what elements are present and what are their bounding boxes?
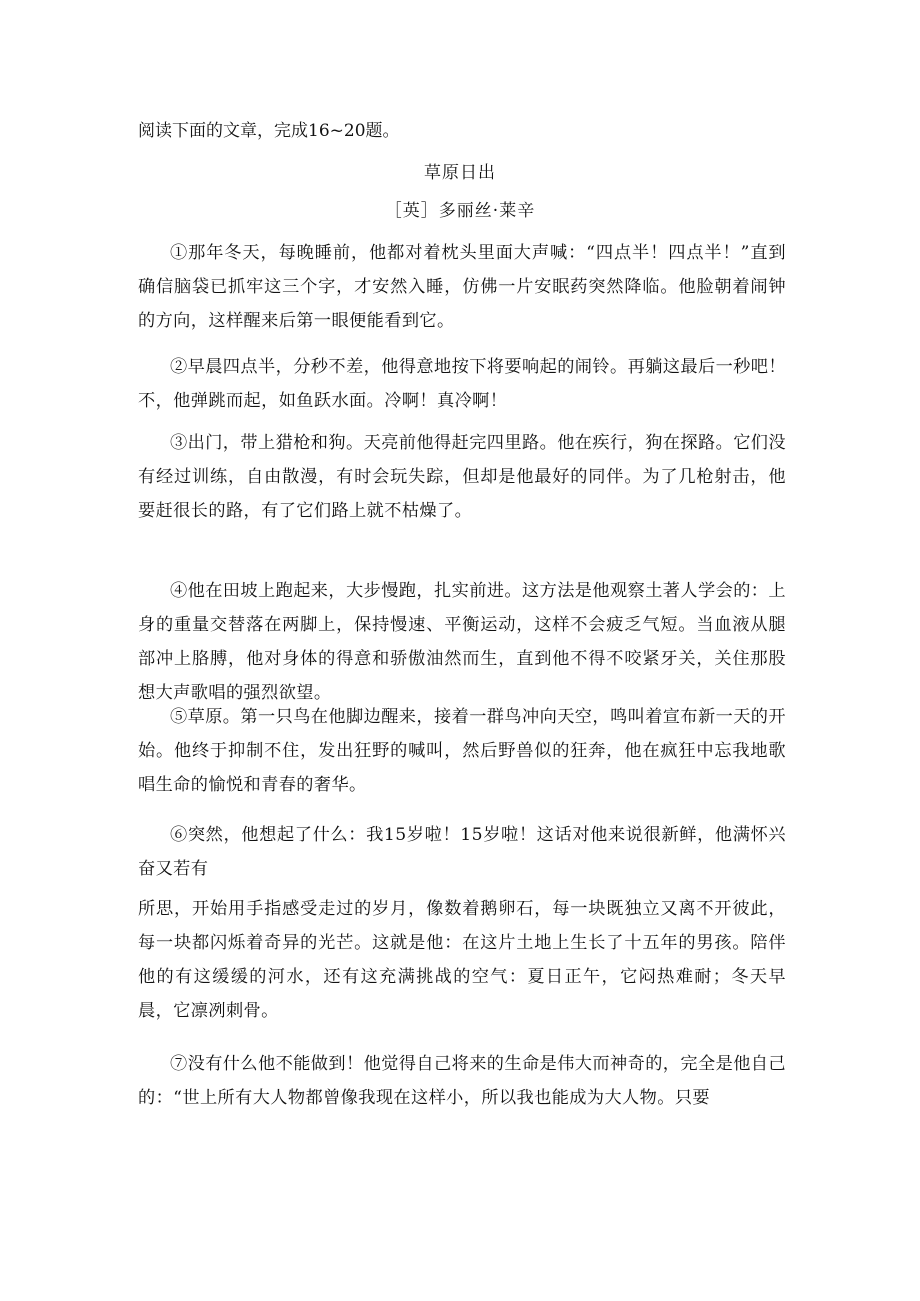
paragraph-3: ③出门，带上猎枪和狗。天亮前他得赶完四里路。他在疾行，狗在探路。它们没有经过训练，自由散漫，有时会玩失踪，但却是他最好的同伴。为了几枪射击，他要赶很长的路，有了它们路上就不枯燥了。 — [138, 433, 786, 521]
article-author: ［英］多丽丝·莱辛 — [384, 201, 536, 221]
paragraph-4: ④他在田坡上跑起来，大步慢跑，扎实前进。这方法是他观察土著人学会的：上身的重量交替落在两脚上，保持慢速、平衡运动，这样不会疲乏气短。当血液从腿部冲上胳膊，他对身体的得意和骄傲油然而生，直到他不得不咬紧牙关，关住那股想大声歌唱的强烈欲望。 — [138, 581, 786, 703]
paragraph-6: ⑥突然，他想起了什么：我15岁啦！15岁啦！这话对他来说很新鲜，他满怀兴奋又若有 — [138, 825, 786, 879]
paragraph-2: ②早晨四点半，分秒不差，他得意地按下将要响起的闹铃。再躺这最后一秒吧！不，他弹跳而起，如鱼跃水面。冷啊！真冷啊！ — [138, 357, 786, 411]
paragraph-6-continued: 所思，开始用手指感受走过的岁月，像数着鹅卵石，每一块既独立又离不开彼此，每一块都闪烁着奇异的光芒。这就是他：在这片土地上生长了十五年的男孩。陪伴他的有这缓缓的河水，还有这充满挑战的空气：夏日正午，它闷热难耐；冬天早晨，它凛冽刺骨。 — [138, 899, 786, 1021]
question-instruction: 阅读下面的文章，完成16~20题。 — [138, 121, 400, 141]
paragraph-7: ⑦没有什么他不能做到！他觉得自己将来的生命是伟大而神奇的，完全是他自己的：“世上所有大人物都曾像我现在这样小，所以我也能成为大人物。只要 — [138, 1054, 786, 1108]
article-title: 草原日出 — [424, 163, 496, 183]
paragraph-5: ⑤草原。第一只鸟在他脚边醒来，接着一群鸟冲向天空，鸣叫着宣布新一天的开始。他终于抑制不住，发出狂野的喊叫，然后野兽似的狂奔，他在疯狂中忘我地歌唱生命的愉悦和青春的奢华。 — [138, 707, 786, 795]
paragraph-1: ①那年冬天，每晚睡前，他都对着枕头里面大声喊：“四点半！四点半！”直到确信脑袋已抓牢这三个字，才安然入睡，仿佛一片安眠药突然降临。他脸朝着闹钟的方向，这样醒来后第一眼便能看到它。 — [138, 243, 786, 331]
